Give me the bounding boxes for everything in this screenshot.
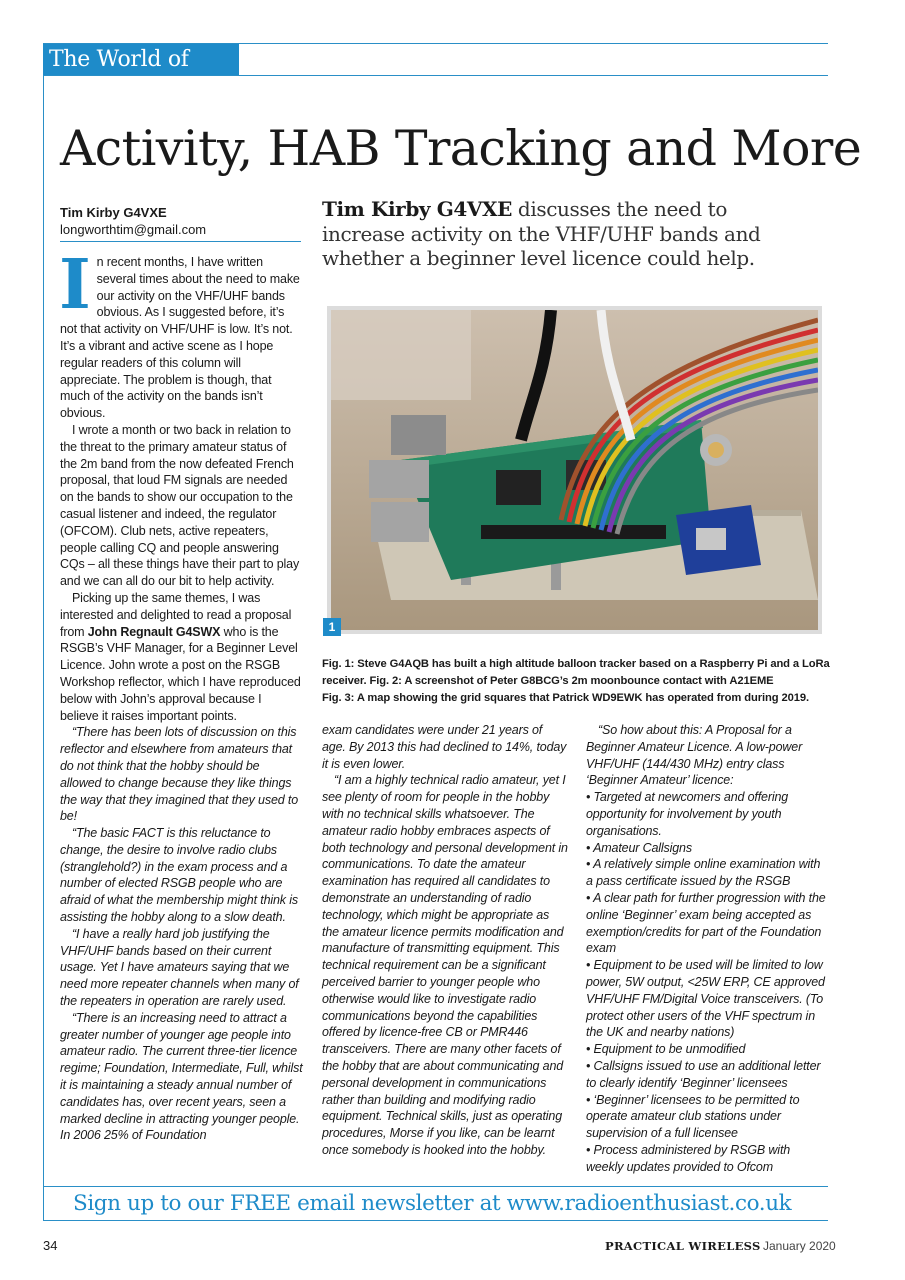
caption-line: receiver. Fig. 2: A screenshot of Peter G8BCG’s 2m moonbounce contact with A21EME xyxy=(322,675,774,687)
figure-photo xyxy=(327,306,822,634)
magazine-name: PRACTICAL WIRELESS xyxy=(605,1239,761,1253)
caption-line: Fig. 1: Steve G4AQB has built a high altitude balloon tracker based on a Raspberry Pi and a LoRa xyxy=(322,658,830,670)
proposal-bullet: • Equipment to be used will be limited to low power, 5W output, <25W ERP, CE approved VHF/UHF FM/Digital Voice transceivers. (To protect other users of the VHF spectrum in the UK and nearby nations) xyxy=(586,958,825,1040)
figure-caption xyxy=(322,656,830,707)
paragraph-intro xyxy=(59,245,303,422)
standfirst-author: Tim Kirby G4VXE xyxy=(322,197,512,221)
quote-paragraph: exam candidates were under 21 years of age. By 2013 this had declined to 14%, today it is even lower. xyxy=(322,723,567,771)
author-name: Tim Kirby G4VXE xyxy=(60,205,167,220)
left-margin-rule xyxy=(43,75,44,1220)
drop-cap: I xyxy=(59,245,91,325)
newsletter-link[interactable]: Sign up to our FREE email newsletter at www.radioenthusiast.co.uk xyxy=(73,1191,792,1216)
standfirst xyxy=(322,197,792,271)
paragraph: I wrote a month or two back in relation to the threat to the primary amateur status of the 2m band from the now defeated French proposal, that loud FM signals are needed on the bands to show our occupation to the casual listener and indeed, the regulator (OFCOM). Club nets, active repeaters, people calling CQ and people answering CQs – all these things have their part to play and we can all do our bit to help activity. xyxy=(60,422,300,589)
column-1 xyxy=(59,245,303,1144)
quote-paragraph: “There has been lots of discussion on this reflector and elsewhere from amateurs that do not think that the hobby should be allowed to change because they like things the way that they imagined that they used to be! xyxy=(60,725,298,824)
section-label: The World of VHF xyxy=(43,44,239,75)
quote-paragraph: “The basic FACT is this reluctance to change, the desire to involve radio clubs (stranglehold?) in the exam process and a number of elected RSGB people who are afraid of what the membership might think is assisting the hobby along to a slow death. xyxy=(60,826,298,925)
person-name: John Regnault G4SWX xyxy=(87,624,221,639)
paragraph xyxy=(60,590,303,724)
byline-rule xyxy=(60,241,301,242)
caption-line: Fig. 3: A map showing the grid squares that Patrick WD9EWK has operated from during 2019. xyxy=(322,692,809,704)
quote-paragraph: “I am a highly technical radio amateur, yet I see plenty of room for people in the hobby with no technical skills whatsoever. The amateur radio hobby embraces aspects of both technology and personal development in communications. To date the amateur examination has required all candidates to demonstrate an understanding of radio technology, which might be appropriate as the amateur licence permits modification and manufacture of transmitting equipment. This technical requirement can be a significant perceived barrier to younger people who otherwise would like to investigate radio communications beyond the capabilities offered by licence-free CB or PMR446 transceivers. There are many other facets of the hobby that are about communicating and personal development in communications rather than building and modifying radio equipment. Technical skills, just as operating procedures, Morse if you like, can be learnt once somebody is hooked into the hobby. xyxy=(322,773,568,1157)
paragraph-text: Picking up the same themes, I was interested and delighted to read a proposal from xyxy=(60,590,292,639)
proposal-bullet: • A clear path for further progression with the online ‘Beginner’ exam being accepted as exemption/credits for part of the Foundation exam xyxy=(586,890,826,956)
standfirst-text: discusses the need to increase activity on the VHF/UHF bands and whether a beginner level licence could help. xyxy=(322,197,761,270)
footer-rule-top xyxy=(43,1186,828,1187)
header-rule-bottom xyxy=(43,75,828,76)
proposal-bullet: • Equipment to be unmodified xyxy=(586,1042,746,1057)
proposal-bullet: • Process administered by RSGB with weekly updates provided to Ofcom xyxy=(586,1142,791,1174)
figure-number-badge: 1 xyxy=(323,618,341,636)
proposal-bullet: • Callsigns issued to use an additional letter to clearly identify ‘Beginner’ licensees xyxy=(586,1058,821,1090)
proposal-bullet: • A relatively simple online examination with a pass certificate issued by the RSGB xyxy=(586,857,821,889)
proposal-bullet: • ‘Beginner’ licensees to be permitted to operate amateur club stations under supervision of a full licensee xyxy=(586,1092,800,1141)
author-email: longworthtim@gmail.com xyxy=(60,222,207,237)
quote-paragraph: “I have a really hard job justifying the VHF/UHF bands based on their current usage. Yet I have amateurs saying that we need more repeater channels when many of the repeaters in operation are rarely used. xyxy=(60,926,299,1009)
paragraph-intro-text: n recent months, I have written several times about the need to make our activity on the VHF/UHF bands obvious. As I suggested before, it’s not that activity on VHF/UHF is low. It’s not. It’s a vibrant and active scene as I hope regular readers of this column will appreciate. The problem is though, that much of the activity on the bands isn’t obvious. xyxy=(60,255,300,421)
issue-date: January 2020 xyxy=(763,1239,836,1253)
proposal-intro: “So how about this: A Proposal for a Beginner Amateur Licence. A low-power VHF/UHF (144/430 MHz) entry class ‘Beginner Amateur’ licence: xyxy=(586,723,803,788)
column-2 xyxy=(322,722,568,1159)
paragraph-text: who is the RSGB’s VHF Manager, for a Beginner Level Licence. John wrote a post on the RSGB Workshop reflector, which I have reproduced below with John’s approval because I believe it raises important points. xyxy=(60,624,301,723)
column-3 xyxy=(586,722,830,1176)
page-number: 34 xyxy=(43,1238,58,1253)
proposal-bullet: • Amateur Callsigns xyxy=(586,840,692,855)
quote-paragraph: “There is an increasing need to attract a greater number of younger age people into amateur radio. The current three-tier licence regime; Foundation, Intermediate, Full, whilst it is maintaining a steady annual number of candidates has, over recent years, seen a marked decline in attracting younger people. In 2006 25% of Foundation xyxy=(60,1010,303,1143)
raspberry-pi-photo-illustration xyxy=(331,310,818,630)
proposal-bullet: • Targeted at newcomers and offering opportunity for involvement by youth organisations. xyxy=(586,790,789,838)
article-title: Activity, HAB Tracking and More xyxy=(60,120,862,177)
footer-rule-bottom xyxy=(43,1220,828,1221)
